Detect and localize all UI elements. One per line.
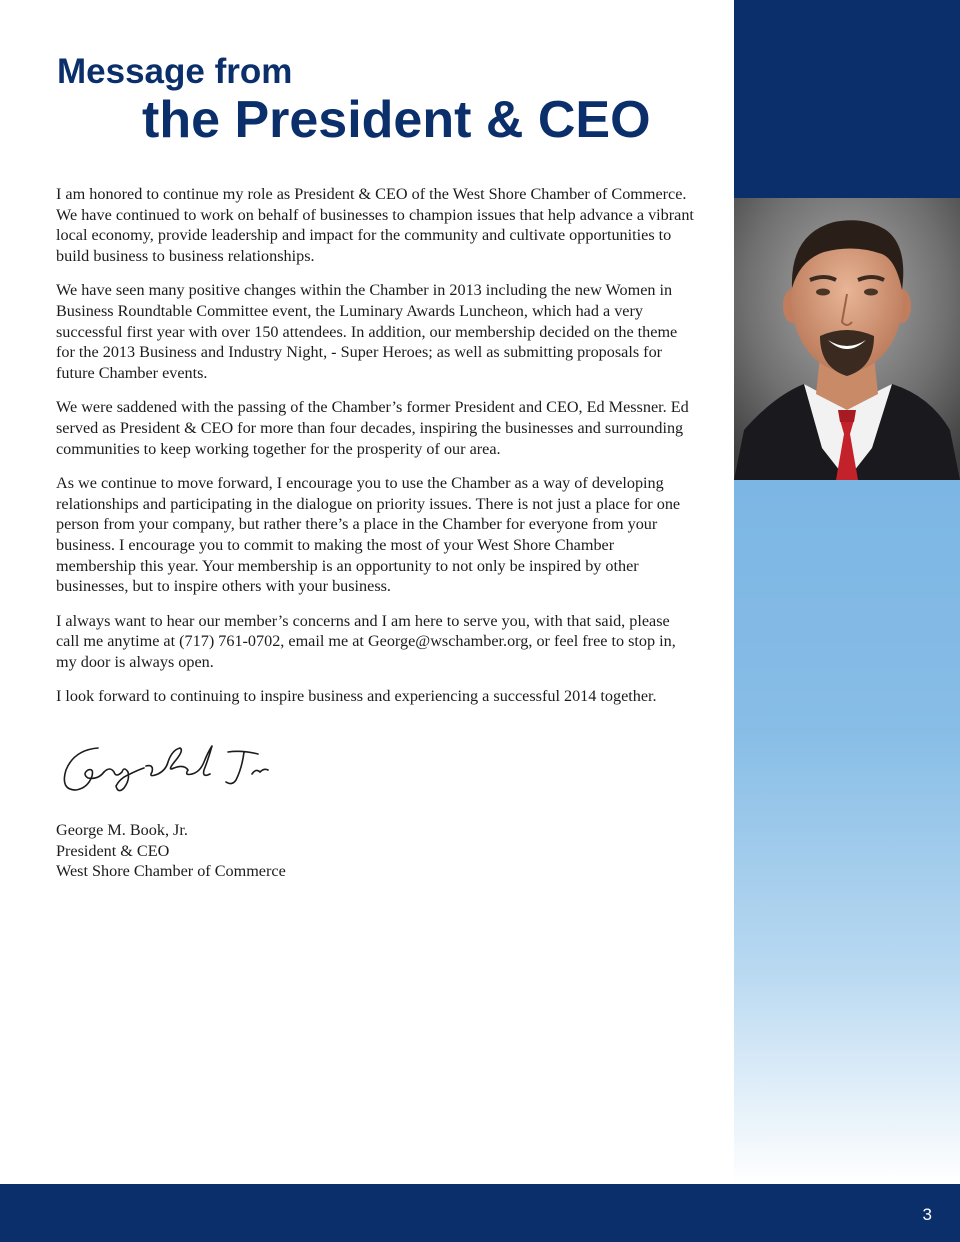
title-line-1: Message from [57,52,293,91]
footer-bar [0,1184,960,1242]
paragraph-5: I always want to hear our member’s concerns and I am here to serve you, with that said, please call me anytime at (717) 761-0702, email me at George@wschamber.org, or feel free to stop in, my door is always open. [56,611,676,672]
paragraph-6: I look forward to continuing to inspire business and experiencing a successful 2014 together. [56,687,657,706]
paragraph-2: We have seen many positive changes within the Chamber in 2013 including the new Women in Business Roundtable Committee event, the Luminary Awards Luncheon, which had a very successful first year with over 150 attendees. In addition, our membership decided on the theme for the 2013 Business and Industry Night, - Super Heroes; as well as submitting proposals for future Chamber events. [56,281,678,383]
paragraph-4: As we continue to move forward, I encourage you to use the Chamber as a way of developing relationships and participating in the dialogue on priority issues. There is not just a place for one person from your company, but rather there’s a place in the Chamber for everyone from your business. I encourage you to commit to making the most of your West Shore Chamber membership this year. Your membership is an opportunity to not only be inspired by other businesses, but to inspire others with your business. [56,473,681,596]
handwritten-signature [58,738,278,800]
title-line-2: the President & CEO [142,91,651,149]
sidebar-gradient-block [734,480,960,1184]
signature-block [56,820,286,882]
signer-title: President & CEO [56,841,170,860]
letter-body [56,184,696,720]
signer-name: George M. Book, Jr. [56,821,188,839]
page-number: 3 [922,1205,932,1224]
paragraph-1: I am honored to continue my role as President & CEO of the West Shore Chamber of Commerce. We have continued to work on behalf of businesses to champion issues that help advance a vibrant local economy, provide leadership and impact for the community and cultivate opportunities to build business to business relationships. [56,185,694,266]
sidebar-navy-block [734,0,960,198]
signer-organization: West Shore Chamber of Commerce [56,862,286,881]
portrait-photo [734,198,960,480]
paragraph-3: We were saddened with the passing of the Chamber’s former President and CEO, Ed Messner. Ed served as President & CEO for more than four decades, inspiring the businesses and surrounding communities to keep working together for the prosperity of our area. [56,398,689,458]
